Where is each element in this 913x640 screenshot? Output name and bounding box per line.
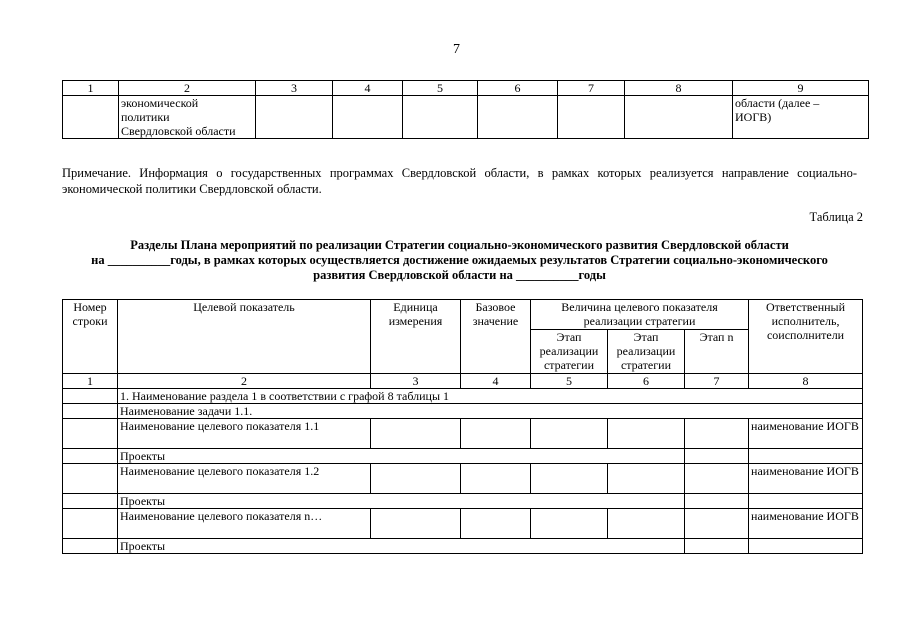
header-value: Величина целевого показателя реализации стратегии	[531, 300, 749, 330]
title-line: Разделы Плана мероприятий по реализации Стратегии социально-экономического развития Свердловской области	[130, 238, 789, 252]
header-indicator: Целевой показатель	[118, 300, 371, 374]
projects-label: Проекты	[118, 449, 685, 464]
section-title: 1. Наименование раздела 1 в соответствии с графой 8 таблицы 1	[118, 389, 863, 404]
header-cell: 2	[119, 81, 256, 96]
header-cell: 3	[256, 81, 333, 96]
projects-label: Проекты	[118, 539, 685, 554]
projects-row	[63, 449, 863, 464]
projects-label: Проекты	[118, 494, 685, 509]
header-cell: 7	[558, 81, 625, 96]
header-stage-n: Этап n	[685, 330, 749, 374]
header-responsible: Ответственный исполнитель, соисполнители	[749, 300, 863, 374]
indicator-name: Наименование целевого показателя 1.2	[118, 464, 371, 494]
task-row	[63, 404, 863, 419]
projects-row	[63, 539, 863, 554]
header-unit: Единица измерения	[371, 300, 461, 374]
indicator-name: Наименование целевого показателя n…	[118, 509, 371, 539]
header-cell: 1	[63, 81, 119, 96]
top-table	[62, 80, 869, 139]
responsible-cell: наименование ИОГВ	[749, 419, 863, 449]
section-row	[63, 389, 863, 404]
table-row	[63, 96, 869, 139]
header-row-number: Номер строки	[63, 300, 118, 374]
header-base: Базовое значение	[461, 300, 531, 374]
projects-row	[63, 494, 863, 509]
main-table	[62, 299, 863, 554]
page-number: 7	[453, 42, 460, 57]
header-cell: 5	[403, 81, 478, 96]
note-paragraph: Примечание. Информация о государственных программах Свердловской области, в рамках которых реализуется направление социально-экономической политики Свердловской области.	[62, 166, 857, 196]
title-line: развития Свердловской области на __________годы	[313, 268, 606, 282]
header-stage: Этап реализации стратегии	[531, 330, 608, 374]
header-cell: 8	[625, 81, 733, 96]
table-label: Таблица 2	[809, 210, 863, 224]
table-title	[62, 238, 857, 283]
task-title: Наименование задачи 1.1.	[118, 404, 863, 419]
indicator-name: Наименование целевого показателя 1.1	[118, 419, 371, 449]
header-cell: 4	[333, 81, 403, 96]
header-stage: Этап реализации стратегии	[608, 330, 685, 374]
table-row	[63, 509, 863, 539]
column-number-row: 1 2 3 4 5 6 7 8	[63, 374, 863, 389]
iogv-cell: области (далее – ИОГВ)	[733, 96, 869, 139]
title-line: на __________годы, в рамках которых осуществляется достижение ожидаемых результатов Стратегии социально-экономического	[91, 253, 828, 267]
top-table-header-row	[63, 81, 869, 96]
responsible-cell: наименование ИОГВ	[749, 464, 863, 494]
header-cell: 6	[478, 81, 558, 96]
header-cell: 9	[733, 81, 869, 96]
table-row	[63, 464, 863, 494]
table-row	[63, 419, 863, 449]
policy-cell: экономической политики Свердловской области	[119, 96, 256, 139]
responsible-cell: наименование ИОГВ	[749, 509, 863, 539]
